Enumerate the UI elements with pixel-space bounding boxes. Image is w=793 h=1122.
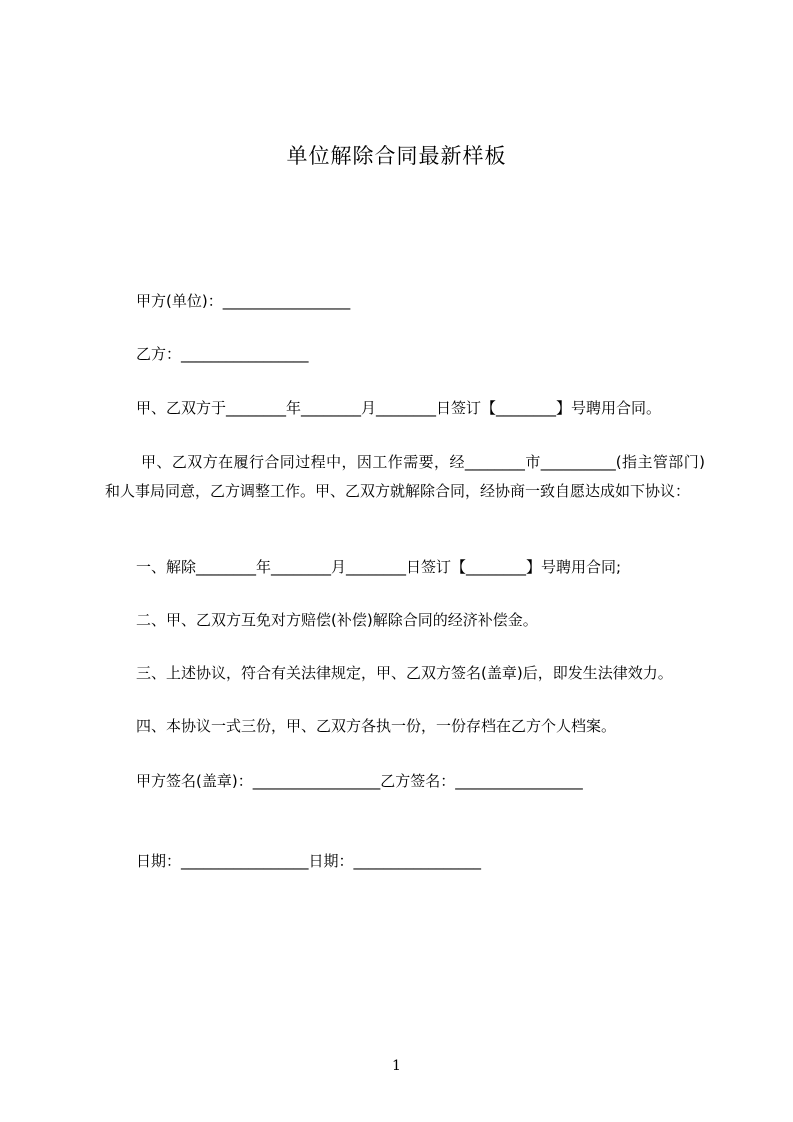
clause-3: 三、上述协议，符合有关法律规定，甲、乙双方签名(盖章)后，即发生法律效力。 — [136, 664, 673, 682]
background-paragraph: 甲、乙双方在履行合同过程中，因工作需要，经________市__________(指主管部门)和人事局同意，乙方调整工作。甲、乙双方就解除合同，经协商一致自愿达成如下协议： — [105, 453, 705, 500]
date-line: 日期：_________________日期：_________________ — [136, 852, 482, 870]
document-title: 单位解除合同最新样板 — [286, 144, 507, 168]
party-b-line: 乙方：_________________ — [136, 345, 309, 363]
party-a-line: 甲方(单位)：_________________ — [136, 292, 351, 310]
signing-statement: 甲、乙双方于________年________月________日签订【________】号聘用合同。 — [136, 399, 662, 417]
clause-1: 一、解除________年________月________日签订【________】号聘用合同; — [136, 558, 622, 576]
page-number: 1 — [392, 1058, 401, 1074]
signature-line: 甲方签名(盖章)：_________________乙方签名：_________________ — [136, 772, 583, 790]
clause-2: 二、甲、乙双方互免对方赔偿(补偿)解除合同的经济补偿金。 — [136, 611, 538, 629]
clause-4: 四、本协议一式三份，甲、乙双方各执一份，一份存档在乙方个人档案。 — [136, 717, 617, 735]
